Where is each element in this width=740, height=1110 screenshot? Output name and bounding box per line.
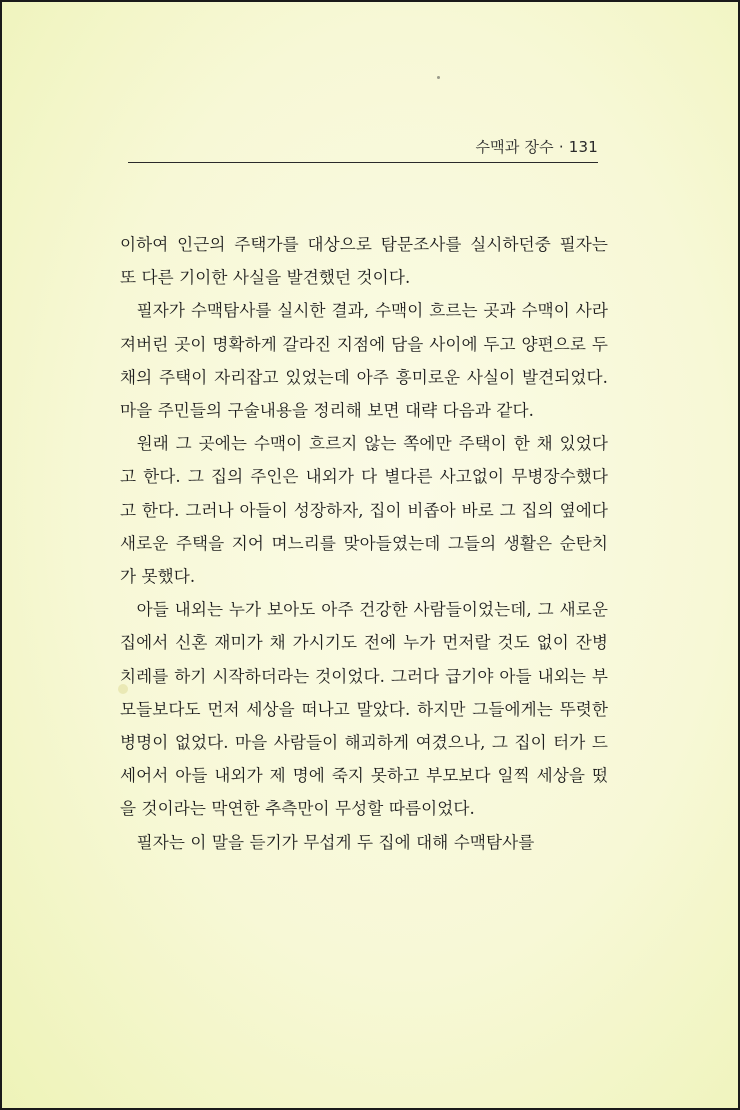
body-text [120, 228, 608, 859]
paragraph-3: 원래 그 곳에는 수맥이 흐르지 않는 쪽에만 주택이 한 채 있었다고 한다. 그 집의 주인은 내외가 다 별다른 사고없이 무병장수했다고 한다. 그러나 아들이 성장하자, 집이 비좁아 바로 그 집의 옆에다 새로운 주택을 지어 며느리를 맞아들였는데 그들의 생활은 순탄치가 못했다. [120, 434, 608, 587]
running-head [128, 136, 598, 163]
paragraph-1: 이하여 인근의 주택가를 대상으로 탐문조사를 실시하던중 필자는 또 다른 기이한 사실을 발견했던 것이다. [120, 235, 608, 288]
running-head-text [475, 136, 598, 157]
paragraph-4: 아들 내외는 누가 보아도 아주 건강한 사람들이었는데, 그 새로운 집에서 신혼 재미가 채 가시기도 전에 누가 먼저랄 것도 없이 잔병치레를 하기 시작하더라는 것이었다. 그러다 급기야 아들 내외는 부모들보다도 먼저 세상을 떠나고 말았다. 하지만 그들에게는 뚜렷한 병명이 없었다. 마을 사람들이 해괴하게 여겼으나, 그 집이 터가 드세어서 아들 내외가 제 명에 죽지 못하고 부모보다 일찍 세상을 떴을 것이라는 막연한 추측만이 무성할 따름이었다. [120, 600, 608, 819]
separator-dot: · [558, 138, 564, 156]
page-number: 131 [568, 138, 598, 156]
scan-speck [437, 76, 440, 79]
paragraph-5: 필자는 이 말을 듣기가 무섭게 두 집에 대해 수맥탐사를 [136, 832, 535, 852]
paragraph-2: 필자가 수맥탐사를 실시한 결과, 수맥이 흐르는 곳과 수맥이 사라져버린 곳이 명확하게 갈라진 지점에 담을 사이에 두고 양편으로 두 채의 주택이 자리잡고 있었는데 아주 흥미로운 사실이 발견되었다. 마을 주민들의 구술내용을 정리해 보면 대략 다음과 같다. [120, 301, 608, 421]
chapter-title: 수맥과 장수 [475, 138, 554, 156]
